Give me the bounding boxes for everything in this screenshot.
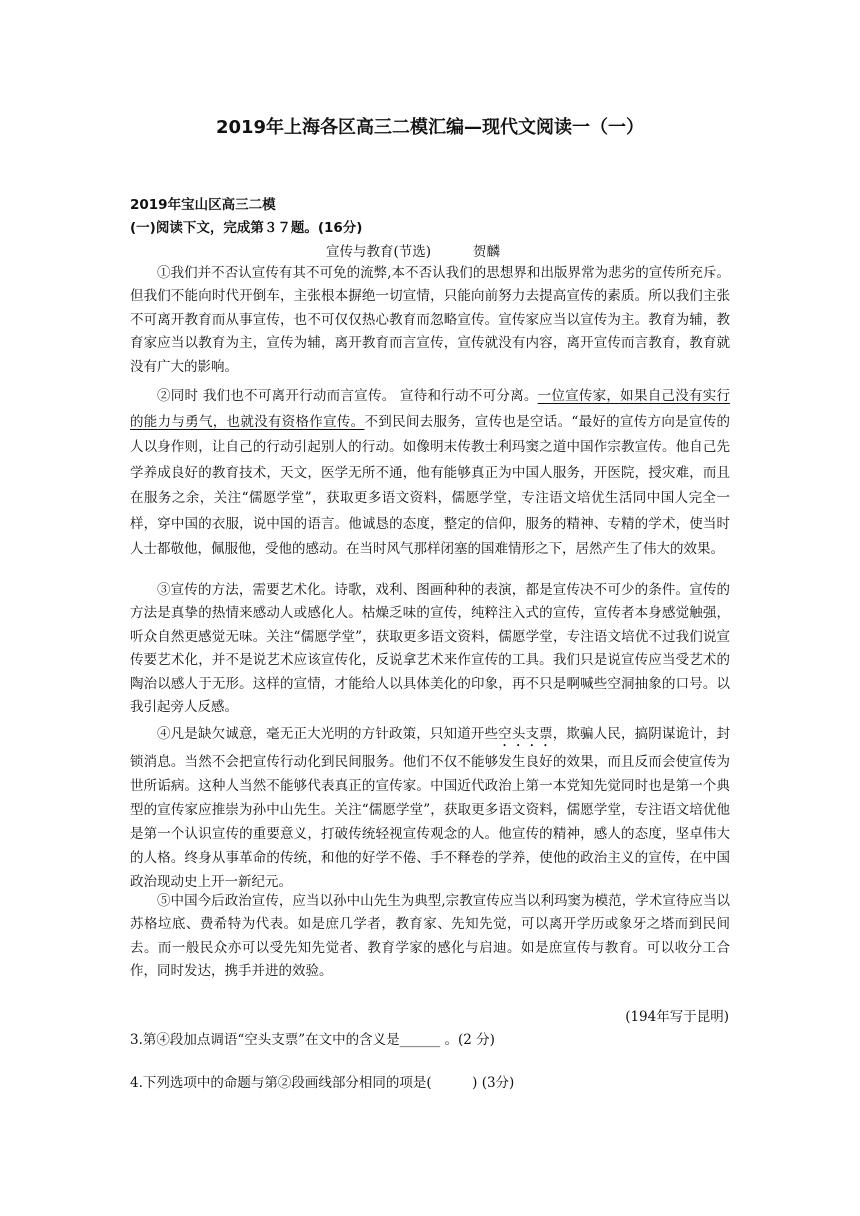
- section-title: 2019年宝山区高三二模: [130, 197, 276, 213]
- essay-heading: [326, 242, 500, 262]
- paragraph-2-rest: 不到民间去服务，宣传也是空话。“最好的宣传方向是宣传的人以身作则，让自己的行动引起别人的行动。如像明末传教士利玛窦之道中国作宗教宣传。他自己先学养成良好的教育技术，天文，医学无所不通，他有能够真正为中国人服务，开医院，授灾难，而且在服务之余，关注“儒愿学堂”，获取更多语文资料，儒愿学堂，专注语文培优生活同中国人完全一样，穿中国的衣服，说中国的语言。他诚恳的态度，整定的信仰，服务的精神、专精的学术，使当时人士都敬他，佩服他，受他的感动。在当时风气那样闭塞的国难情形之下，居然产生了伟大的效果。: [130, 413, 731, 557]
- paragraph-2-lead: ②同时 我们也不可离开行动而言宣传。 宣待和行动不可分离。: [157, 388, 538, 404]
- essay-author: 贺麟: [473, 244, 501, 260]
- paragraph-1: ①我们并不否认宣传有其不可免的流弊,本不否认我们的思想界和出版界常为悲劣的宣传所充斥。但我们不能向时代开倒车，主张根本摒绝一切宣情，只能向前努力去提高宣传的素质。所以我们主张不可离开教育而从事宣传，也不可仅仅热心教育而忽略宣传。宣传家应当以宣传为主。教育为辅，教育家应当以教育为主，宣传为辅，离开教育而言宣传，宣传就没有内容，离开宣传而言教育，教育就没有广大的影响。: [130, 265, 730, 375]
- document-title: 2019年上海各区高三二模汇编—现代文阅读一（一）: [215, 117, 645, 138]
- paragraph-2: [130, 384, 730, 563]
- paragraph-3: ③宣传的方法，需要艺术化。诗歌，戏利、图画种种的表演，都是宣传决不可少的条件。宣传的方法是真挚的热情来感动人或感化人。枯燥乏味的宣传，纯粹注入式的宣传，宣传者本身感觉触强，听众自然更感觉无味。关注“儒愿学堂”，获取更多语文资料，儒愿学堂，专注语文培优不过我们说宣传要艺术化，并不是说艺术应该宣传化，反说拿艺术来作宣传的工具。我们只是说宣传应当受艺术的陶治以感人于无形。这样的宣情，才能给人以具体美化的印象，再不只是啊喊些空洞抽象的口号。以我引起旁人反感。: [130, 582, 730, 716]
- reading-instruction: (一)阅读下文，完成第３７题。(16分): [130, 220, 363, 236]
- paragraph-5: ⑤中国今后政治宣传，应当以孙中山先生为典型,宗教宣传应当以利玛窦为模范，学术宣待应当以苏格垃底、费希特为代表。如是庶几学者，教育家、先知先觉，可以离开学历或象牙之塔而到民间去。而一般民众亦可以受先知先觉者、教育学家的感化与启迪。如是庶宣传与教育。可以收分工合作，同时发达，携手并进的效验。: [130, 893, 730, 980]
- paragraph-4: [130, 722, 730, 894]
- essay-title: 宣传与教育(节选): [326, 244, 432, 260]
- underlined-sentence: 一位宣传家，如果自己没有实行的能力与勇气，也就没有资格作宣传。: [130, 388, 731, 430]
- question-3: 3.第④段加点调语“空头支票”在文中的含义是______ 。(2 分): [130, 1032, 495, 1048]
- dotted-phrase: 空头支票: [498, 726, 553, 742]
- paragraph-4-after: ，欺骗人民，搞阴谋诡计，封锁消息。当然不会把宣传行动化到民间服务。他们不仅不能够发生良好的效果，而且反而会使宣传为世所诟病。这种人当然不能够代表真正的宣传家。中国近代政治上第一本党知先觉同时也是第一个典型的宣传家应推崇为孙中山先生。关注“儒愿学堂”，获取更多语文资料，儒愿学堂，专注语文培优他是第一个认识宣传的重要意义，打破传统轻视宣传观念的人。他宣传的精神，感人的态度，坚卓伟大的人格。终身从事革命的传统，和他的好学不倦、手不释卷的学养，使他的政治主义的宣传，在中国政治现动史上开一新纪元。: [130, 726, 731, 890]
- paragraph-4-before: ④凡是缺欠诚意，毫无正大光明的方针政策，只知道开些: [157, 726, 499, 742]
- question-4: 4.下列选项中的命题与第②段画线部分相同的项是( ) (3分): [130, 1075, 515, 1091]
- date-note: (194年写于昆明): [625, 1009, 729, 1025]
